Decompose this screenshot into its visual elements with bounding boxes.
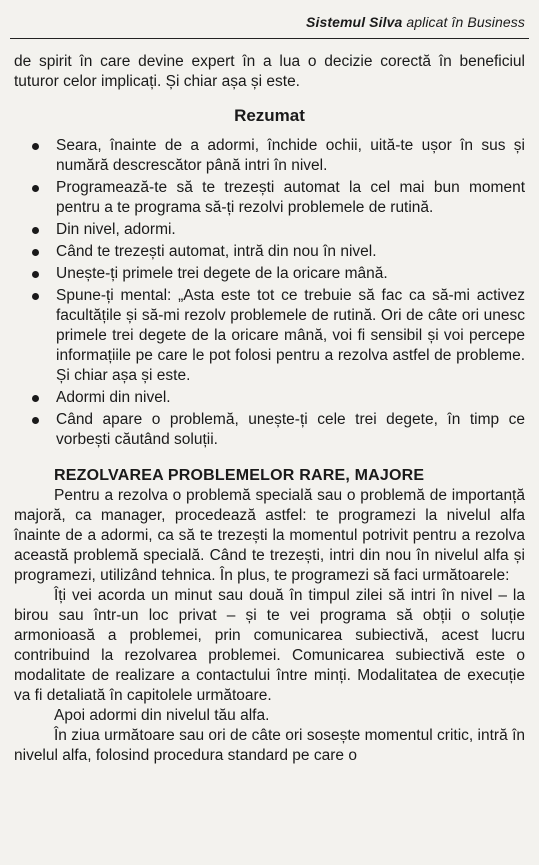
book-title: Sistemul Silva	[306, 14, 403, 30]
section-paragraph: Apoi adormi din nivelul tău alfa.	[54, 707, 270, 724]
list-item-text: Unește-ți primele trei degete de la oricare mână.	[56, 265, 388, 282]
bullet-icon	[32, 417, 39, 424]
bullet-icon	[32, 249, 39, 256]
list-item-text: Spune-ți mental: „Asta este tot ce trebuie să fac ca să-mi activez facultățile și să-mi rezolv problemele de rutină. Ori de câte ori unesc primele trei degete de la oricare mână, voi fi sensibil și voi percepe informațiile pe care le pot folosi pentru a rezolva astfel de probleme. Și chiar așa și este.	[56, 287, 525, 384]
list-item	[14, 178, 525, 218]
list-item	[14, 242, 525, 262]
section-paragraph: Îți vei acorda un minut sau două în timpul zilei să intri în nivel – la birou sau într-un loc privat – și te vei programa să obții o soluție armonioasă a problemei, prin comunicarea subiectivă, acest lucru contribuind la rezolvarea problemei. Comunicarea subiectivă este o modalitate de realizare a contactului între minți. Modalitatea de execuție va fi detaliată în capitolele următoare.	[14, 587, 525, 704]
page-body	[14, 52, 525, 766]
list-item	[14, 136, 525, 176]
bullet-icon	[32, 293, 39, 300]
bullet-icon	[32, 143, 39, 150]
list-item-text: Adormi din nivel.	[56, 389, 171, 406]
list-item-text: Programează-te să te trezești automat la cel mai bun moment pentru a te programa să-ți rezolvi problemele de rutină.	[56, 179, 525, 216]
running-header-title	[306, 14, 525, 30]
list-item	[14, 220, 525, 240]
summary-list	[14, 136, 525, 450]
section-heading: REZOLVAREA PROBLEMELOR RARE, MAJORE	[54, 467, 425, 484]
list-item	[14, 264, 525, 284]
bullet-icon	[32, 271, 39, 278]
summary-heading: Rezumat	[234, 106, 305, 125]
list-item-text: Din nivel, adormi.	[56, 221, 176, 238]
intro-paragraph: de spirit în care devine expert în a lua o decizie corectă în beneficiul tuturor celor implicați. Și chiar așa și este.	[14, 53, 525, 90]
list-item	[14, 388, 525, 408]
section-paragraph: Pentru a rezolva o problemă specială sau o problemă de importanță majoră, ca manager, procedează astfel: te programezi la nivelul alfa înainte de a adormi, ca să te trezești la momentul potrivit pentru a rezolva această problemă specială. Când te trezești, intri din nou în nivelul alfa și programezi, utilizând tehnica. În plus, te programezi să faci următoarele:	[14, 487, 525, 584]
running-header	[0, 0, 539, 40]
list-item	[14, 410, 525, 450]
bullet-icon	[32, 395, 39, 402]
bullet-icon	[32, 227, 39, 234]
bullet-icon	[32, 185, 39, 192]
section-paragraph: În ziua următoare sau ori de câte ori sosește momentul critic, intră în nivelul alfa, folosind procedura standard pe care o	[14, 727, 525, 764]
list-item-text: Când apare o problemă, unește-ți cele trei degete, în timp ce vorbești căutând soluții.	[56, 411, 525, 448]
list-item-text: Când te trezești automat, intră din nou în nivel.	[56, 243, 377, 260]
list-item	[14, 286, 525, 386]
list-item-text: Seara, înainte de a adormi, închide ochii, uită-te ușor în sus și numără descrescător până intri în nivel.	[56, 137, 525, 174]
book-subtitle: aplicat în Business	[402, 14, 525, 30]
header-rule	[10, 38, 529, 39]
